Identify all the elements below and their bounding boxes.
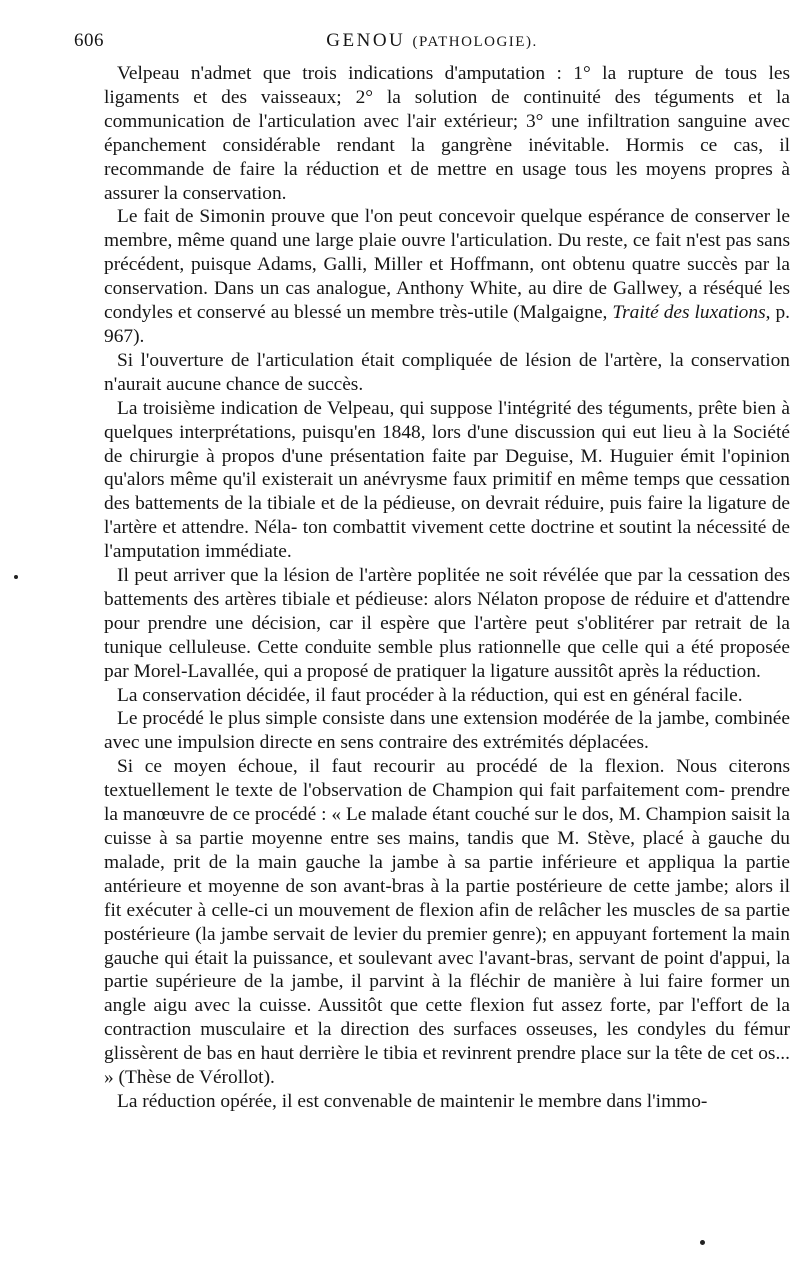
body-text: [104, 62, 790, 1114]
text-line: combinée avec une impulsion directe en sens contraire des extrémités: [104, 708, 790, 754]
paragraph: [104, 205, 790, 348]
text-line: prête bien à quelques interprétations, puisqu'en 1848, lors d'une discussion qui: [104, 397, 790, 443]
text-line-start: membre très-utile (Malgaigne,: [370, 302, 613, 324]
running-title-sub: (PATHOLOGIE).: [412, 34, 538, 50]
text-line: M. Champion saisit la cuisse à sa partie moyenne entre ses mains, tandis que: [104, 804, 790, 849]
running-header: [74, 8, 790, 51]
text-line: déplacées.: [568, 732, 649, 754]
text-line: moyens propres à assurer la conservation.: [104, 158, 790, 204]
text-line: White, au dire de Gallwey, a réséqué les condyles et conservé au blessé un: [104, 278, 791, 324]
text-line: La réduction opérée, il est convenable de maintenir le membre dans l'immo-: [117, 1090, 708, 1112]
text-line: puissance, et soulevant avec l'avant-bras, servant de point d'appui, la partie: [104, 947, 790, 993]
text-line: ont obtenu quatre succès par la conservation. Dans un cas analogue, Anthony: [104, 254, 790, 300]
text-line: Velpeau n'admet que trois indications d'amputation : 1° la rupture de tous les: [117, 63, 790, 84]
paragraph: [104, 755, 790, 1090]
text-line: du fémur glissèrent de bas en haut derrière le tibia et revinrent prendre place: [104, 1019, 790, 1065]
text-line: conserver le membre, même quand une large plaie ouvre l'articulation. Du: [104, 206, 790, 252]
text-line: La conservation décidée, il faut procéder à la réduction, qui est en général: [117, 684, 690, 706]
text-line: de levier du premier genre); en appuyant fortement la main gauche qui était la: [104, 923, 790, 969]
text-line: Le procédé le plus simple consiste dans une extension modérée de la jambe,: [117, 708, 710, 730]
text-line: rationnelle que celle qui a été proposée par Morel-Lavallée, qui a proposé de: [104, 636, 790, 682]
text-line: supérieure de la jambe, il parvint à la fléchir de manière à lui faire former un: [155, 971, 790, 993]
text-line: reste, ce fait n'est pas sans précédent, puisque Adams, Galli, Miller et Hoffmann,: [104, 230, 790, 276]
text-line: Le fait de Simonin prouve que l'on peut concevoir quelque espérance de: [117, 206, 689, 228]
text-line: de la contraction musculaire et la direction des surfaces osseuses, les condyles: [104, 995, 790, 1041]
text-line: primitif en même temps que cessation des battements de la tibiale et de la: [104, 469, 790, 515]
text-line: réduire et d'attendre pour prendre une décision, car il espère que l'artère peut: [104, 588, 790, 634]
paragraph: [104, 564, 790, 684]
text-line: communication de l'articulation avec l'air extérieur; 3° une infiltration: [104, 110, 670, 132]
paragraph: [104, 397, 790, 564]
text-line-end: , p. 967).: [104, 302, 790, 347]
text-line: cessation des battements des artères tibiale et pédieuse: alors Nélaton propose de: [104, 565, 790, 610]
text-line: sur la tête de cet os... » (Thèse de Vérollot).: [104, 1043, 790, 1089]
paragraph: [104, 349, 790, 397]
text-line: Si l'ouverture de l'articulation était compliquée de lésion de l'artère, la: [117, 349, 684, 371]
running-title: [74, 30, 790, 52]
text-line: immédiate.: [204, 541, 292, 563]
scan-speck: [14, 575, 18, 579]
text-line: angle aigu avec la cuisse. Aussitôt que cette flexion fut assez forte, par l'effort: [104, 995, 743, 1017]
text-line: La troisième indication de Velpeau, qui suppose l'intégrité des téguments,: [117, 397, 693, 419]
text-line: M. Huguier émit l'opinion qu'alors même qu'il existerait un anévrysme faux: [104, 445, 790, 491]
paragraph: [104, 1090, 790, 1114]
text-line: de flexion afin de relâcher les muscles de sa partie postérieure (la jambe servait: [104, 899, 790, 945]
text-line: inférieure et appliqua la partie antérieure et moyenne de son avant-bras à la: [104, 851, 790, 897]
text-line: prendre la manœuvre de ce procédé : « Le malade étant couché sur le dos,: [104, 780, 790, 826]
text-line: eut lieu à la Société de chirurgie à propos d'une présentation faite par Deguise,: [104, 421, 790, 467]
text-line: conservation n'aurait aucune chance de succès.: [104, 349, 790, 395]
text-line: ce cas, il recommande de faire la réduction et de mettre en usage tous les: [104, 134, 790, 180]
book-title-italic: Traité des luxations: [612, 302, 766, 324]
text-line: ton combattit vivement cette doctrine et soutint la nécessité de l'amputation: [104, 517, 791, 563]
paragraph: [104, 707, 790, 755]
text-line: partie postérieure de cette jambe; alors il fit exécuter à celle-ci un mouvement: [104, 875, 790, 921]
running-title-main: GENOU: [326, 30, 406, 51]
text-line: s'oblitérer par retrait de la tunique celluleuse. Cette conduite semble plus: [104, 612, 790, 658]
text-line: sanguine avec épanchement considérable rendant la gangrène inévitable. Hormis: [104, 110, 790, 156]
text-line: ligaments et des vaisseaux; 2° la solution de continuité des téguments et la: [104, 86, 790, 108]
text-line: pédieuse, on devrait réduire, puis faire la ligature de l'artère et attendre. Néla-: [104, 493, 790, 539]
paragraph: [104, 684, 790, 708]
text-line: textuellement le texte de l'observation de Champion qui fait parfaitement com-: [104, 780, 725, 802]
scan-speck: [700, 1240, 705, 1245]
text-line: Il peut arriver que la lésion de l'artère poplitée ne soit révélée que par la: [117, 565, 683, 587]
paragraph: [104, 62, 790, 205]
page-number: 606: [74, 30, 104, 51]
text-line: M. Stève, placé à gauche du malade, prit de la main gauche la jambe à sa partie: [104, 828, 790, 873]
text-line: Si ce moyen échoue, il faut recourir au procédé de la flexion. Nous citerons: [117, 756, 790, 778]
text-line: pratiquer la ligature aussitôt après la réduction.: [396, 660, 761, 682]
text-line: facile.: [694, 684, 743, 706]
